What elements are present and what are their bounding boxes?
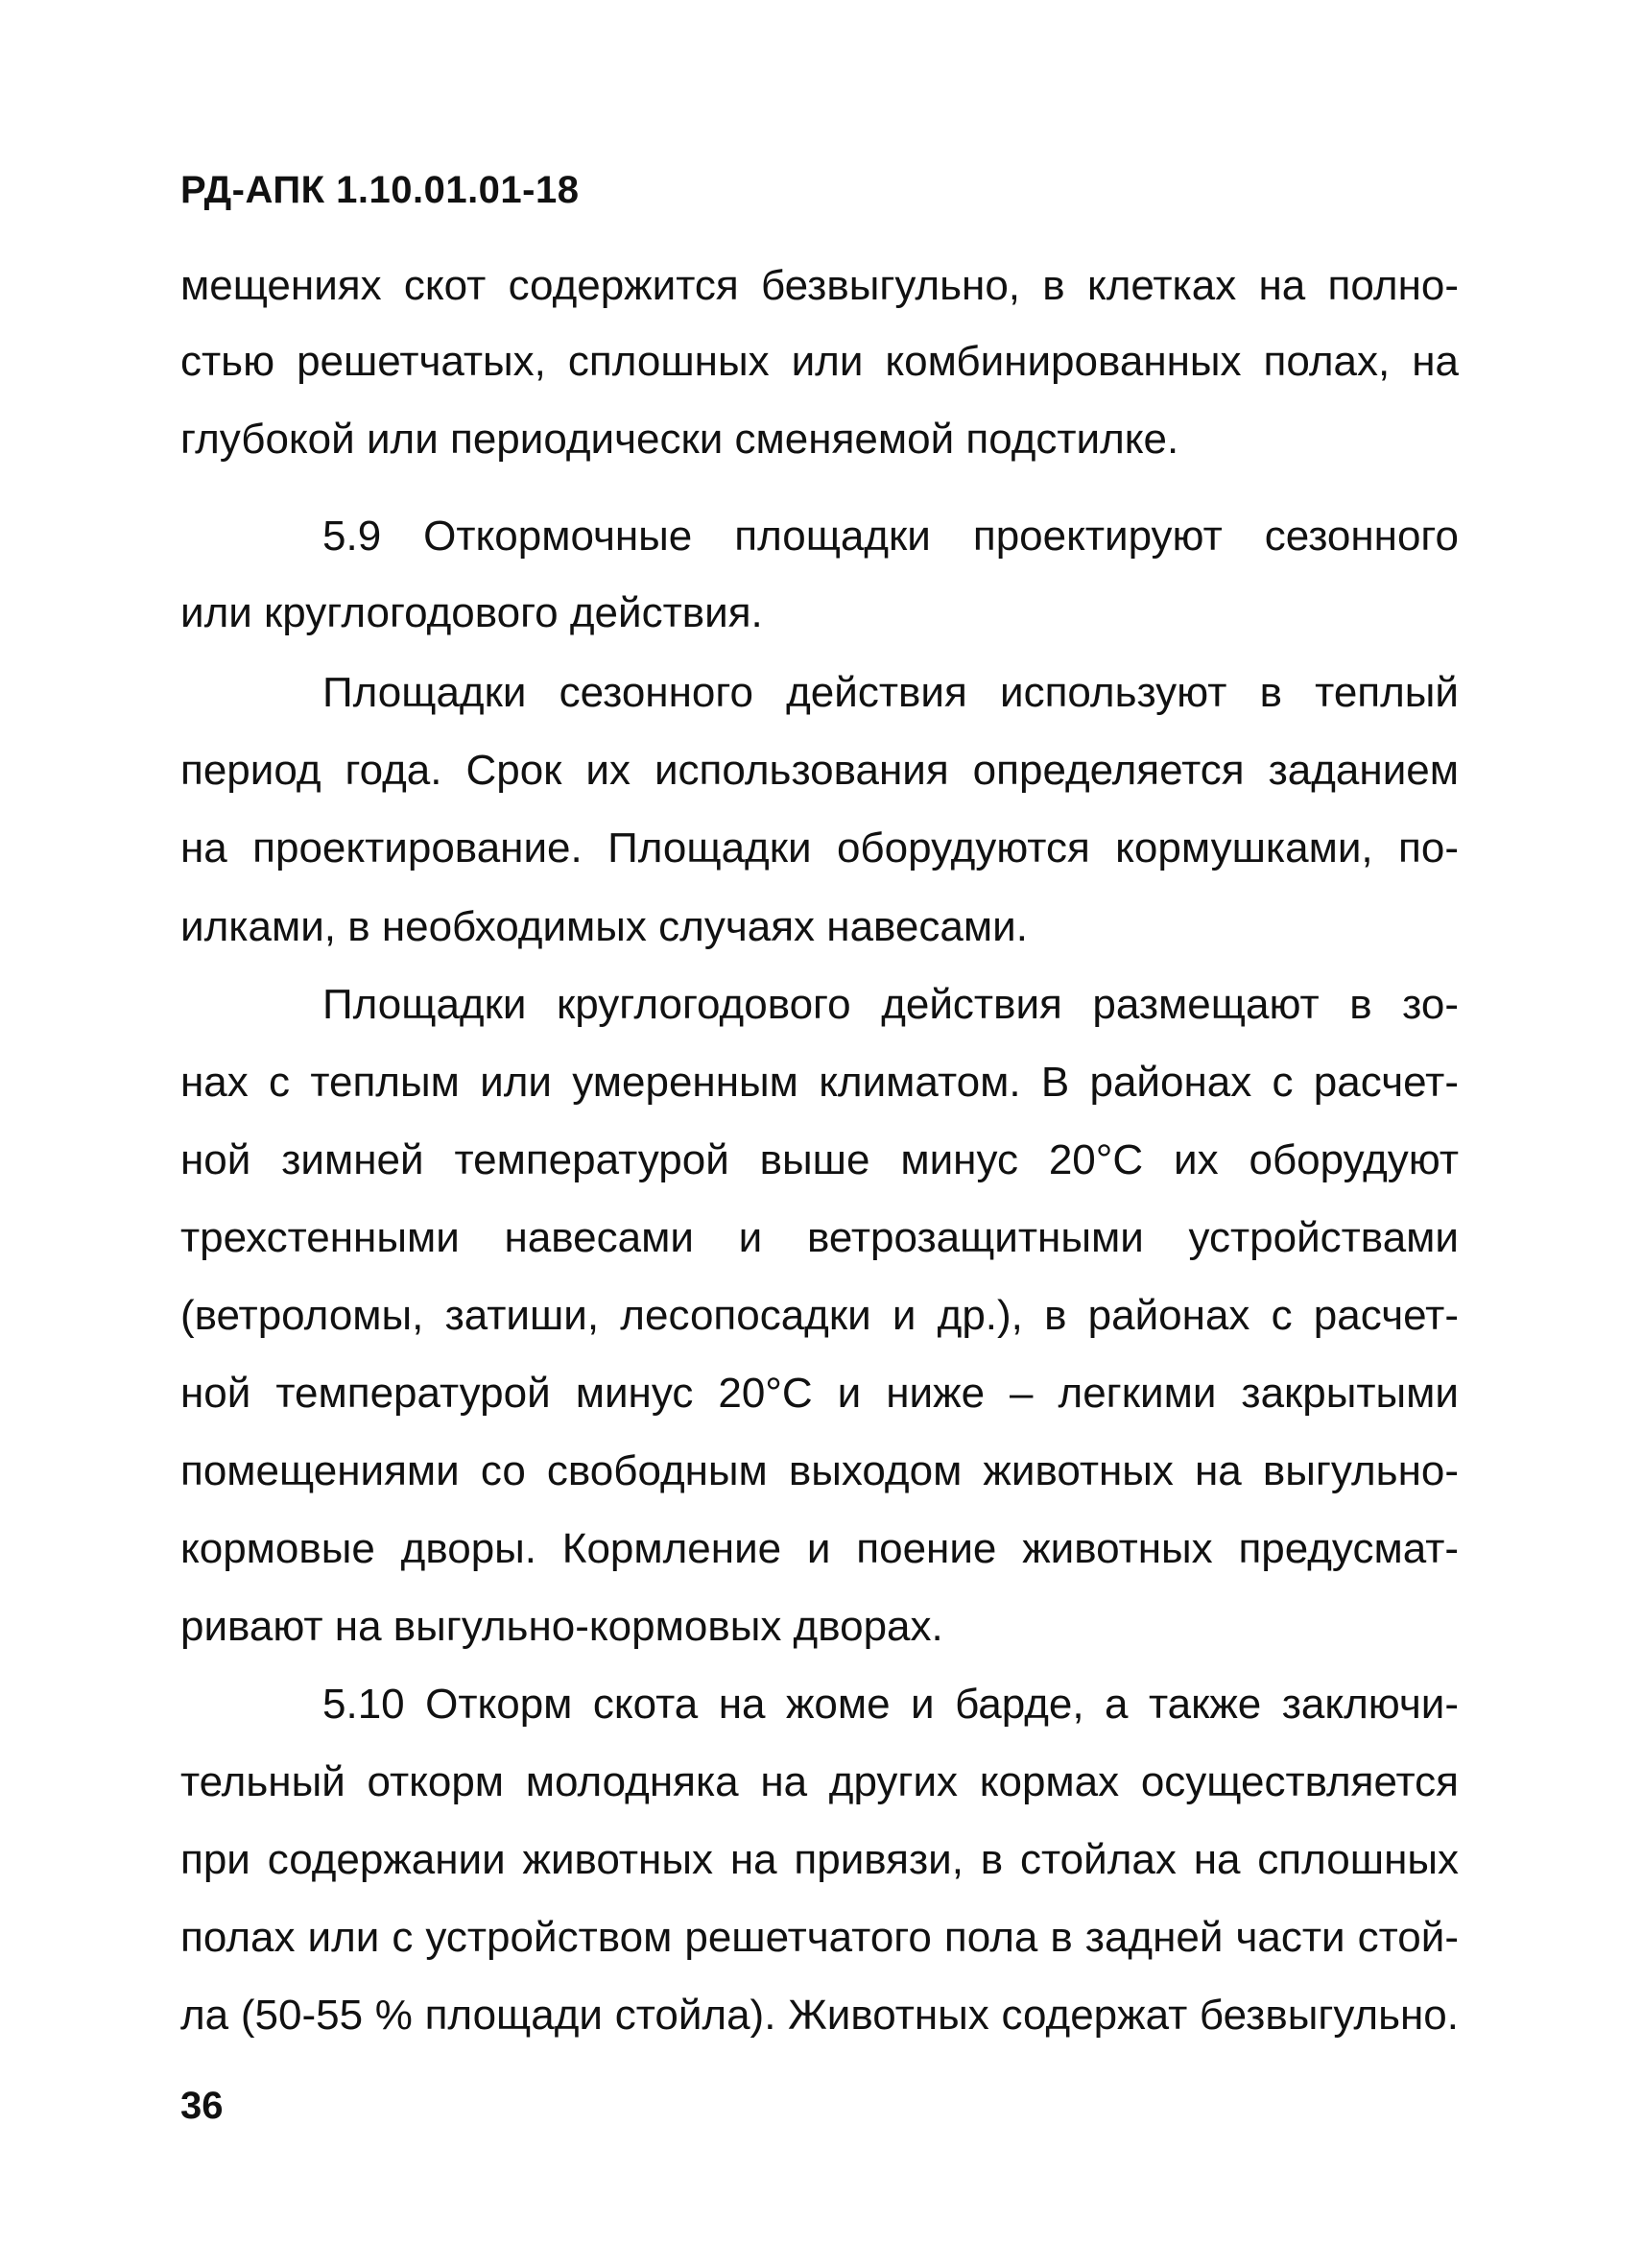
paragraph-year-round-first-line: Площадки круглогодового действия размещают в зо-	[322, 981, 1459, 1028]
body-line: (ветроломы, затиши, лесопосадки и др.), в районах с расчет-	[180, 1292, 1459, 1339]
page-number: 36	[180, 2085, 224, 2127]
body-line: на проектирование. Площадки оборудуются кормушками, по-	[180, 824, 1459, 871]
body-line: ла (50-55 % площади стойла). Животных содержат безвыгульно.	[180, 1992, 1459, 2039]
body-line: глубокой или периодически сменяемой подстилке.	[180, 416, 1179, 463]
body-line: при содержании животных на привязи, в стойлах на сплошных	[180, 1836, 1459, 1883]
body-line: ной зимней температурой выше минус 20°С их оборудуют	[180, 1136, 1459, 1183]
body-line: нах с теплым или умеренным климатом. В районах с расчет-	[180, 1059, 1459, 1106]
body-line: илками, в необходимых случаях навесами.	[180, 903, 1028, 950]
body-line: стью решетчатых, сплошных или комбинированных полах, на	[180, 338, 1459, 385]
body-line: период года. Срок их использования определяется заданием	[180, 747, 1459, 794]
body-line: полах или с устройством решетчатого пола в задней части стой-	[180, 1914, 1459, 1961]
body-line: кормовые дворы. Кормление и поение животных предусмат-	[180, 1525, 1459, 1572]
body-line: ной температурой минус 20°С и ниже – легкими закрытыми	[180, 1370, 1459, 1417]
body-line: трехстенными навесами и ветрозащитными устройствами	[180, 1214, 1459, 1261]
paragraph-seasonal-first-line: Площадки сезонного действия используют в теплый	[322, 669, 1459, 716]
body-line: тельный откорм молодняка на других кормах осуществляется	[180, 1758, 1459, 1805]
body-line: ривают на выгульно-кормовых дворах.	[180, 1603, 943, 1650]
paragraph-5-9-first-line: 5.9 Откормочные площадки проектируют сезонного	[322, 513, 1459, 560]
document-code-header: РД-АПК 1.10.01.01-18	[180, 169, 580, 211]
body-line: или круглогодового действия.	[180, 589, 763, 636]
paragraph-5-10-first-line: 5.10 Откорм скота на жоме и барде, а также заключи-	[322, 1681, 1459, 1728]
body-line: помещениями со свободным выходом животных на выгульно-	[180, 1447, 1459, 1494]
body-line: мещениях скот содержится безвыгульно, в клетках на полно-	[180, 262, 1459, 309]
